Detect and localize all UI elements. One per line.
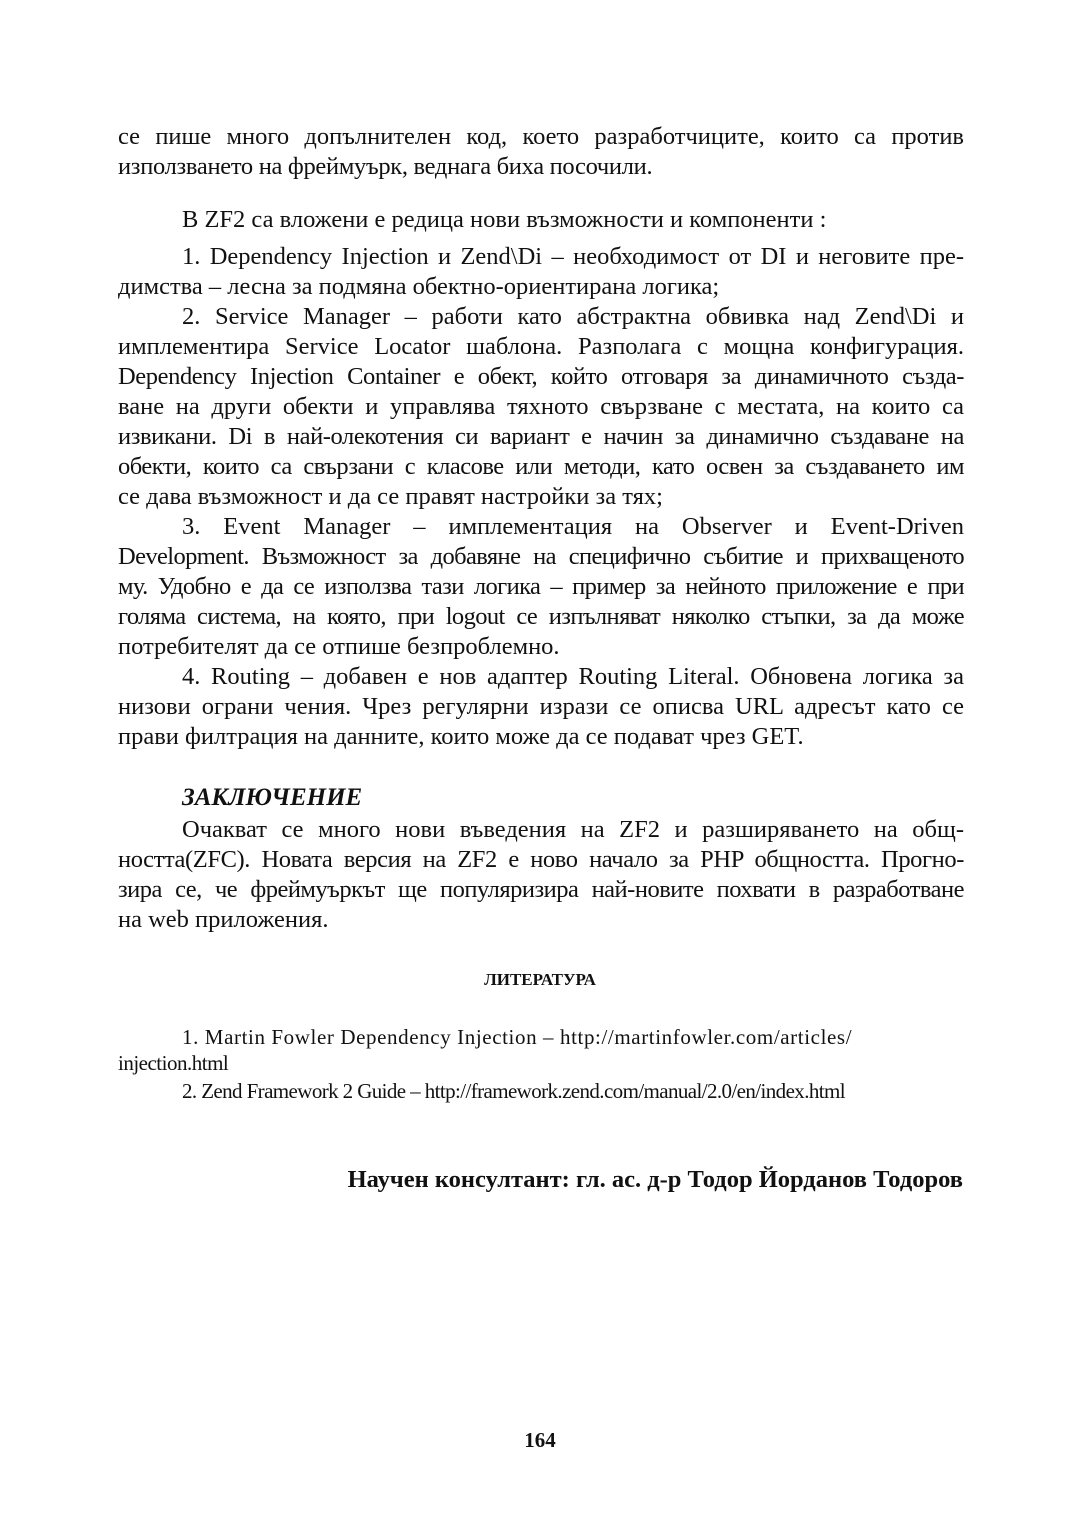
reference-item: injection.html bbox=[118, 1051, 229, 1075]
reference-item: 2. Zend Framework 2 Guide – http://framework.zend.com/manual/2.0/en/index.html bbox=[182, 1079, 845, 1103]
list-item-3-line: Development. Възможност за добавяне на специфично събитие и прихващеното bbox=[118, 543, 964, 570]
list-item-2-line: имплементира Service Locator шаблона. Разполага с мощна конфигурация. bbox=[118, 333, 964, 360]
list-item-3-line: му. Удобно е да се използва тази логика – пример за нейното приложение е при bbox=[118, 573, 964, 600]
list-item-2-line: извикани. Di в най-олекотения си вариант е начин за динамично създаване на bbox=[118, 423, 964, 450]
list-item-4-line: прави филтрация на данните, които може да се подават чрез GET. bbox=[118, 723, 804, 750]
list-item-4-line: низови ограни чения. Чрез регулярни изрази се описва URL адресът като се bbox=[118, 693, 964, 720]
list-item-4-line: 4. Routing – добавен е нов адаптер Routing Literal. Обновена логика за bbox=[182, 663, 964, 690]
body-text-line: използването на фреймуърк, веднага биха посочили. bbox=[118, 153, 653, 180]
list-item-2-line: се дава възможност и да се правят настройки за тях; bbox=[118, 483, 663, 510]
list-item-2-line: ване на други обекти и управлява тяхното свързване с местата, на които са bbox=[118, 393, 964, 420]
list-item-3-line: 3. Event Manager – имплементация на Observer и Event-Driven bbox=[182, 513, 964, 540]
conclusion-line: на web приложения. bbox=[118, 906, 329, 933]
page-number: 164 bbox=[524, 1428, 556, 1452]
conclusion-line: Очакват се много нови въведения на ZF2 и разширяването на общ- bbox=[182, 816, 964, 843]
intro-line: В ZF2 са вложени е редица нови възможности и компоненти : bbox=[182, 206, 827, 233]
list-item-2-line: Dependency Injection Container е обект, който отговаря за динамичното създа- bbox=[118, 363, 964, 390]
list-item-1-line: 1. Dependency Injection и Zend\Di – необходимост от DI и неговите пре- bbox=[182, 243, 964, 270]
list-item-2-line: обекти, които са свързани с класове или методи, като освен за създаването им bbox=[118, 453, 964, 480]
reference-item: 1. Martin Fowler Dependency Injection – http://martinfowler.com/articles/ bbox=[182, 1025, 853, 1049]
conclusion-line: зира се, че фреймуъркът ще популяризира най-новите похвати в разработване bbox=[118, 876, 964, 903]
conclusion-heading: ЗАКЛЮЧЕНИЕ bbox=[182, 784, 363, 811]
list-item-2-line: 2. Service Manager – работи като абстрактна обвивка над Zend\Di и bbox=[182, 303, 964, 330]
literature-heading: ЛИТЕРАТУРА bbox=[484, 970, 596, 989]
list-item-3-line: голяма система, на която, при logout се изпълняват няколко стъпки, за да може bbox=[118, 603, 964, 630]
list-item-3-line: потребителят да се отпише безпроблемно. bbox=[118, 633, 560, 660]
conclusion-line: ността(ZFC). Новата версия на ZF2 е ново начало за PHP общността. Прогно- bbox=[118, 846, 964, 873]
body-text-line: се пише много допълнителен код, което разработчиците, които са против bbox=[118, 123, 964, 150]
list-item-1-line: димства – лесна за подмяна обектно-ориентирана логика; bbox=[118, 273, 720, 300]
scientific-consultant: Научен консултант: гл. ас. д-р Тодор Йорданов Тодоров bbox=[347, 1166, 963, 1193]
